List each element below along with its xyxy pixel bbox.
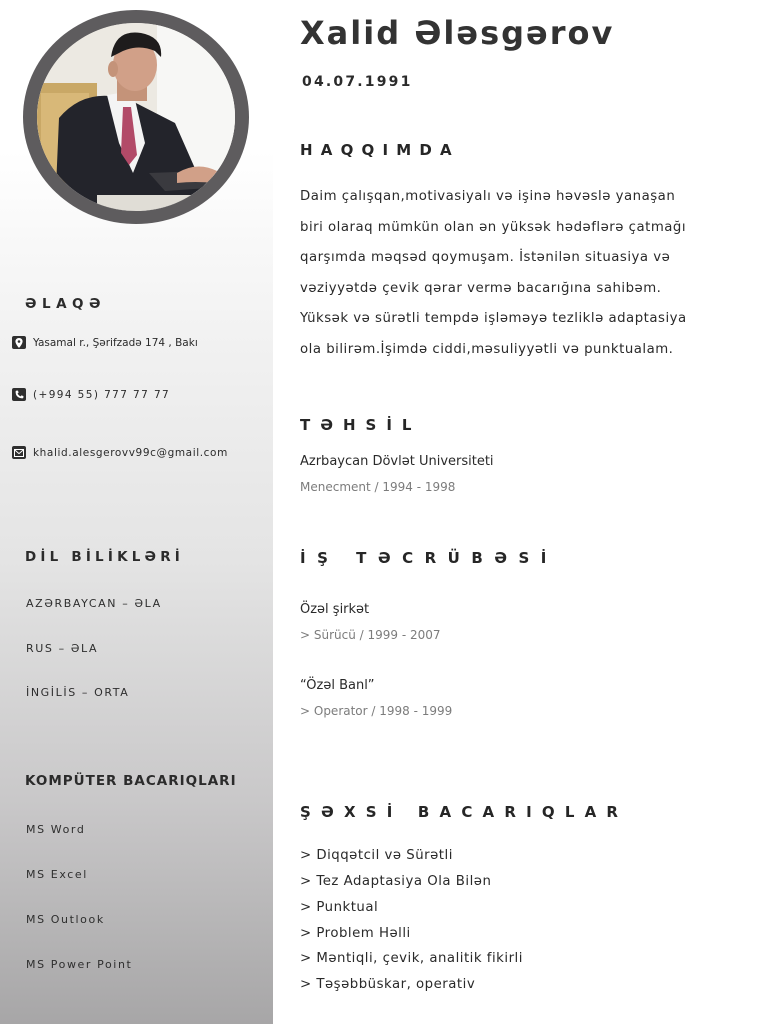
computer-skill-item: MS Outlook (26, 913, 105, 926)
computer-skill-item: MS Excel (26, 868, 88, 881)
about-line: ola bilirəm.İşimdə ciddi,məsuliyyətli və punktualam. (300, 341, 674, 357)
personal-skill-item: > Təşəbbüskar, operativ (300, 977, 476, 992)
about-line: qarşımda məqsəd qoymuşam. İstənilən situasiya və (300, 250, 671, 266)
profile-photo (37, 23, 235, 211)
language-item: İNGİLİS – ORTA (26, 686, 130, 699)
experience-heading: İŞ TƏCRÜBƏSİ (300, 549, 558, 567)
language-item: RUS – ƏLA (26, 642, 99, 655)
personal-skill-item: > Diqqətcil və Sürətli (300, 848, 453, 863)
person-name: Xalid Ələsgərov (300, 14, 615, 52)
job-detail: > Sürücü / 1999 - 2007 (300, 628, 441, 642)
language-item: AZƏRBAYCAN – ƏLA (26, 597, 162, 610)
contact-email (12, 446, 228, 459)
address-text: Yasamal r., Şərifzadə 174 , Bakı (33, 336, 198, 349)
about-heading: HAQQIMDA (300, 141, 460, 159)
map-pin-icon (12, 336, 26, 349)
about-line: biri olaraq mümkün olan ən yüksək hədəflərə çatmağı (300, 219, 687, 235)
personal-skill-item: > Tez Adaptasiya Ola Bilən (300, 874, 492, 889)
contact-phone (12, 388, 170, 401)
personal-skills-heading: ŞƏXSİ BACARIQLAR (300, 803, 629, 821)
phone-icon (12, 388, 26, 401)
education-heading: TƏHSİL (300, 416, 422, 434)
personal-skill-item: > Problem Həlli (300, 926, 411, 941)
languages-heading: DİL BİLİKLƏRİ (25, 549, 185, 565)
phone-text: (+994 55) 777 77 77 (33, 388, 171, 401)
contact-heading: ƏLAQƏ (25, 296, 106, 312)
education-detail: Menecment / 1994 - 1998 (300, 480, 456, 494)
contact-address (12, 336, 198, 349)
personal-skill-item: > Məntiqli, çevik, analitik fikirli (300, 951, 523, 966)
computer-skills-heading: KOMPÜTER BACARIQLARI (25, 773, 237, 789)
education-school: Azrbaycan Dövlət Universiteti (300, 454, 494, 469)
computer-skill-item: MS Word (26, 823, 86, 836)
email-text[interactable]: khalid.alesgerovv99c@gmail.com (33, 446, 228, 459)
personal-skill-item: > Punktual (300, 900, 379, 915)
envelope-icon (12, 446, 26, 459)
birth-date: 04.07.1991 (302, 74, 413, 90)
about-line: Daim çalışqan,motivasiyalı və işinə həvəslə yanaşan (300, 189, 676, 204)
about-paragraph (300, 182, 740, 366)
profile-photo-illustration (37, 23, 235, 211)
computer-skill-item: MS Power Point (26, 958, 133, 971)
about-line: vəziyyətdə çevik qərar vermə bacarığına sahibəm. (300, 280, 662, 296)
job-company: “Özəl Banl” (300, 678, 375, 693)
job-detail: > Operator / 1998 - 1999 (300, 704, 453, 718)
about-line: Yüksək və sürətli tempdə işləməyə tezliklə adaptasiya (300, 311, 687, 327)
job-company: Özəl şirkət (300, 602, 370, 617)
